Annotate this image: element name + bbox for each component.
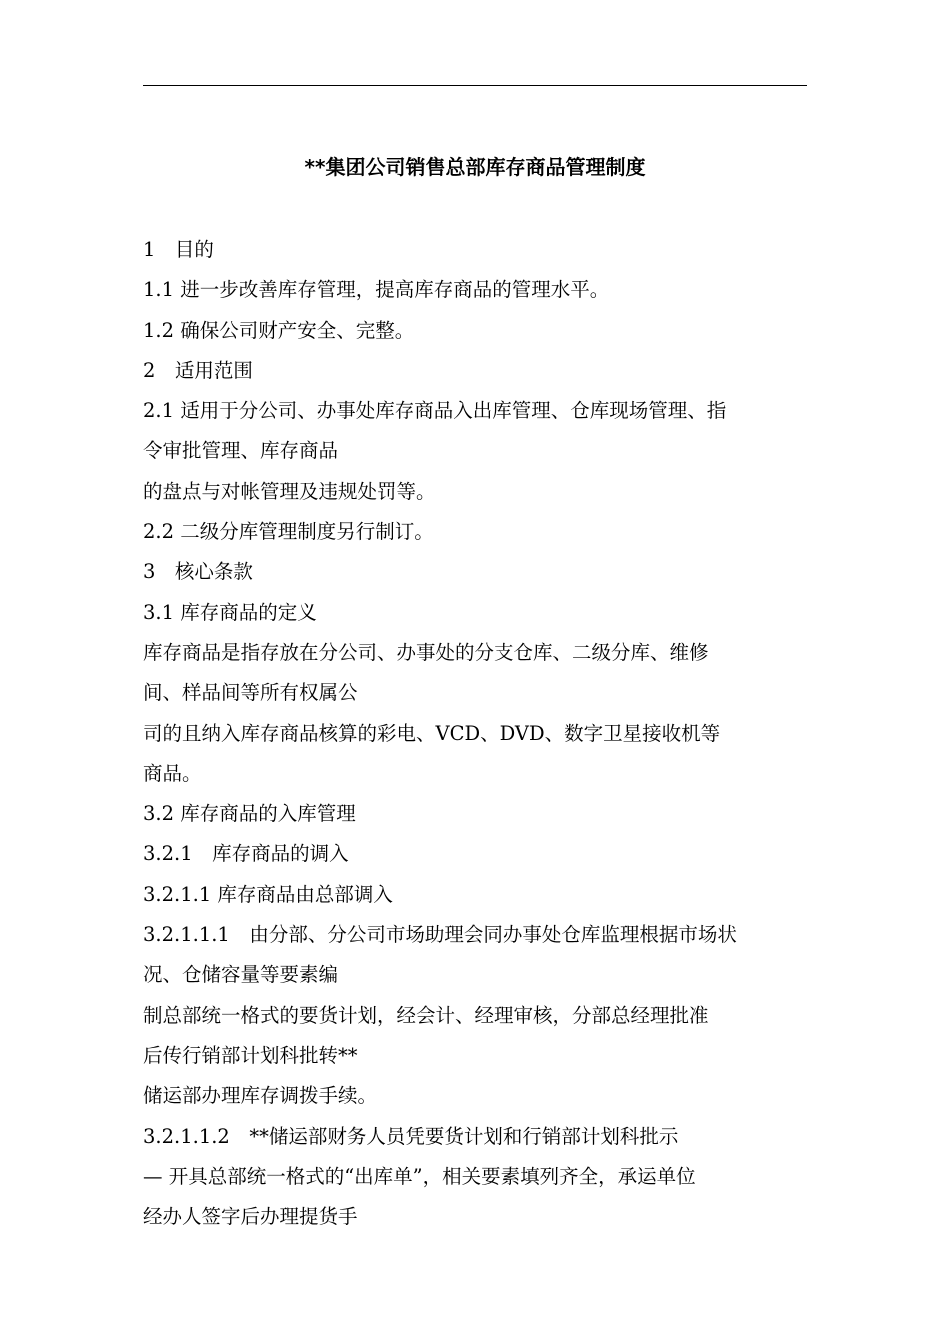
paragraph-line: 后传行销部计划科批转** (143, 1043, 358, 1067)
header-rule (143, 85, 807, 86)
paragraph-line: 司的且纳入库存商品核算的彩电、VCD、DVD、数字卫星接收机等 (143, 721, 721, 745)
paragraph-line: 况、仓储容量等要素编 (143, 963, 339, 987)
document-body (143, 230, 807, 1237)
paragraph-line: 商品。 (143, 761, 202, 785)
paragraph-line: 制总部统一格式的要货计划，经会计、经理审核，分部总经理批准 (143, 1003, 709, 1027)
paragraph-line: 经办人签字后办理提货手 (143, 1205, 358, 1229)
paragraph-line: — 开具总部统一格式的“出库单”，相关要素填列齐全，承运单位 (143, 1164, 696, 1188)
paragraph-line: 3.2.1.1.2 **储运部财务人员凭要货计划和行销部计划科批示 (143, 1124, 679, 1148)
paragraph-line: 间、样品间等所有权属公 (143, 681, 358, 705)
paragraph-line: 1.2 确保公司财产安全、完整。 (143, 318, 415, 342)
section-heading: 1 目的 (143, 238, 214, 261)
document-title: **集团公司销售总部库存商品管理制度 (304, 155, 646, 179)
subsection-heading: 3.2.1.1 库存商品由总部调入 (143, 882, 393, 906)
paragraph-line: 令审批管理、库存商品 (143, 439, 339, 463)
paragraph-line: 2.1 适用于分公司、办事处库存商品入出库管理、仓库现场管理、指 (143, 399, 727, 423)
subsection-heading: 3.1 库存商品的定义 (143, 600, 317, 624)
paragraph-line: 库存商品是指存放在分公司、办事处的分支仓库、二级分库、维修 (143, 640, 709, 664)
paragraph-line: 的盘点与对帐管理及违规处罚等。 (143, 479, 436, 503)
paragraph-line: 储运部办理库存调拨手续。 (143, 1084, 378, 1108)
section-heading: 3 核心条款 (143, 560, 253, 584)
paragraph-line: 3.2.1.1.1 由分部、分公司市场助理会同办事处仓库监理根据市场状 (143, 923, 737, 947)
section-heading: 2 适用范围 (143, 358, 253, 382)
paragraph-line: 2.2 二级分库管理制度另行制订。 (143, 520, 434, 544)
subsection-heading: 3.2.1 库存商品的调入 (143, 842, 349, 866)
subsection-heading: 3.2 库存商品的入库管理 (143, 802, 356, 826)
paragraph-line: 1.1 进一步改善库存管理，提高库存商品的管理水平。 (143, 278, 610, 302)
